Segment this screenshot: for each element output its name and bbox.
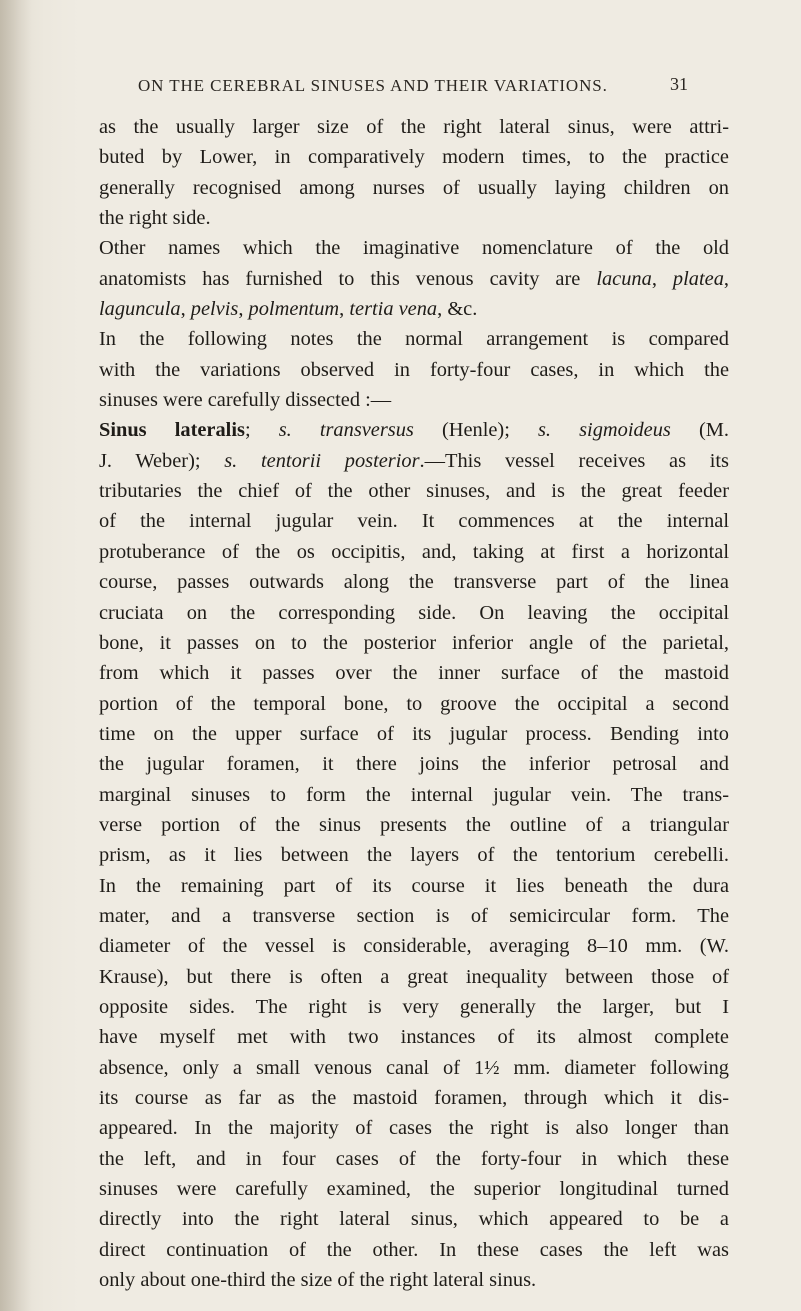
text-run: (Henle); [413,419,538,442]
text-line: cruciata on the corresponding side. On leaving the occipital [99,601,729,624]
text-line: course, passes outwards along the transverse part of the linea [99,571,729,594]
text-line: the jugular foramen, it there joins the inferior petrosal and [99,753,729,776]
text-line: time on the upper surface of its jugular process. Bending into [99,722,729,745]
latin-term: tertia vena [349,298,438,321]
text-line: tributaries the chief of the other sinuses, and is the great feeder [99,480,729,503]
latin-term: s. transversus [278,419,414,442]
paragraph-3 [99,324,729,415]
text-run: , [723,267,729,290]
text-run: , [339,298,350,321]
text-line: Krause), but there is often a great inequality between those of [99,965,729,988]
text-run: anatomists has furnished to this venous cavity are [99,267,597,290]
text-line: bone, it passes on to the posterior inferior angle of the parietal, [99,631,729,654]
text-line: In the remaining part of its course it lies beneath the dura [99,874,729,897]
text-line: sinuses were carefully examined, the superior longitudinal turned [99,1178,729,1201]
text-line: prism, as it lies between the layers of the tentorium cerebelli. [99,844,729,867]
text-line: as the usually larger size of the right lateral sinus, were attri- [99,116,729,138]
text-run: , [180,298,191,321]
text-line: sinuses were carefully dissected :— [99,389,392,412]
text-line: marginal sinuses to form the internal jugular vein. The trans- [99,783,729,806]
latin-term: s. sigmoideus [537,419,671,442]
text-line: diameter of the vessel is considerable, averaging 8–10 mm. (W. [99,935,729,958]
text-line: only about one-third the size of the right lateral sinus. [99,1269,537,1292]
text-line: the right side. [99,207,211,230]
text-line: directly into the right lateral sinus, which appeared to be a [99,1208,729,1231]
text-line [99,264,729,294]
latin-term: pelvis [190,298,239,321]
latin-term: polmentum [248,298,340,321]
text-line: opposite sides. The right is very generally the larger, but I [99,995,729,1018]
paragraph-2 [99,233,729,324]
text-line: In the following notes the normal arrangement is compared [99,328,729,351]
text-line: buted by Lower, in comparatively modern times, to the practice [99,146,729,169]
text-line [99,446,729,476]
latin-term: lacuna [596,267,652,290]
text-line: appeared. In the majority of cases the right is also longer than [99,1117,729,1140]
text-run: .—This vessel receives as its [419,449,729,472]
text-line: verse portion of the sinus presents the outline of a triangular [99,813,729,836]
paragraph-1 [99,112,729,233]
text-line: have myself met with two instances of its almost complete [99,1026,729,1049]
text-line: with the variations observed in forty-four cases, in which the [99,358,729,381]
text-line: mater, and a transverse section is of semicircular form. The [99,904,729,927]
text-run: , [238,298,249,321]
latin-term: platea [672,267,724,290]
paragraph-sinus-lateralis [99,415,729,1295]
text-line: generally recognised among nurses of usually laying children on [99,176,729,199]
text-run: J. Weber); [99,449,225,472]
latin-term: s. tentorii posterior [224,449,420,472]
running-head: ON THE CEREBRAL SINUSES AND THEIR VARIATIONS. [138,76,608,95]
page-number: 31 [670,74,688,94]
text-line [99,294,729,324]
text-line: portion of the temporal bone, to groove the occipital a second [99,692,729,715]
text-line: from which it passes over the inner surface of the mastoid [99,662,729,685]
gutter-shadow [0,0,32,1311]
body-text [99,112,729,1295]
text-run: , &c. [437,298,478,321]
text-line [99,415,729,445]
text-line: absence, only a small venous canal of 1½ mm. diameter following [99,1056,729,1079]
text-line: protuberance of the os occipitis, and, taking at first a horizontal [99,540,729,563]
text-line: of the internal jugular vein. It commences at the internal [99,510,729,533]
section-heading: Sinus lateralis [99,419,245,442]
text-line: the left, and in four cases of the forty-four in which these [99,1147,729,1170]
text-run: ; [244,419,279,442]
text-line: direct continuation of the other. In these cases the left was [99,1238,729,1261]
text-run: (M. [670,419,729,442]
text-line: its course as far as the mastoid foramen, through which it dis- [99,1087,729,1109]
latin-term: laguncula [99,298,181,321]
text-run: , [651,267,673,290]
text-line: Other names which the imaginative nomenclature of the old [99,237,729,260]
